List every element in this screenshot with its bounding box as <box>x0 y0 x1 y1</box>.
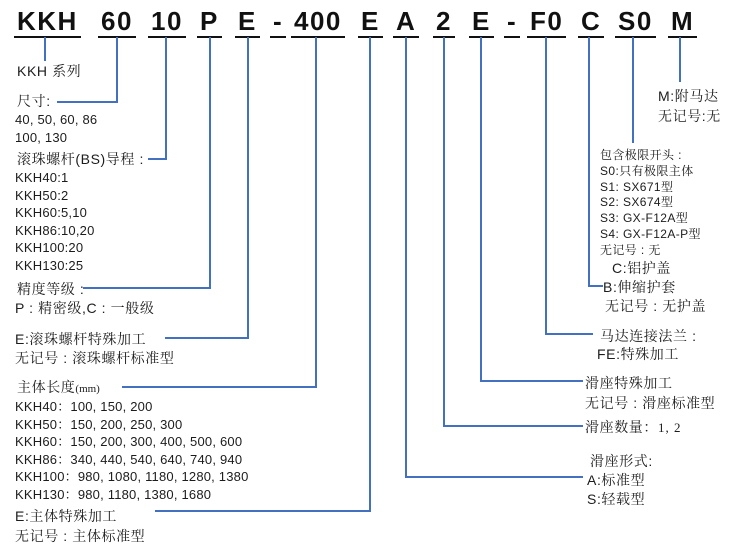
size-line: 100, 130 <box>15 129 68 145</box>
connector-slider-special-hline <box>480 380 583 382</box>
size-options <box>15 111 97 146</box>
code-segment-dash-1: - <box>270 9 286 38</box>
cover-line-b: B:伸缩护套 <box>603 279 676 295</box>
code-segment-flange: F0 <box>527 9 566 38</box>
slider-special-line: 滑座特殊加工 <box>585 375 673 391</box>
connector-precision-vline <box>209 37 211 289</box>
slider-qty-values: 1, 2 <box>658 420 682 435</box>
code-segment-cover: C <box>578 9 604 38</box>
code-segment-size: 60 <box>98 9 136 38</box>
connector-slider-special-vline <box>480 37 482 382</box>
cover-line-c: C:铝护盖 <box>612 260 671 276</box>
body-length-line: KKH60：150, 200, 300, 400, 500, 600 <box>15 434 243 449</box>
body-special-note <box>15 506 145 546</box>
lead-line: KKH40:1 <box>15 170 69 185</box>
body-special-line: E:主体特殊加工 <box>15 508 118 524</box>
body-length-options <box>15 398 249 503</box>
precision-title: 精度等级 : <box>17 281 85 297</box>
code-segment-dash-2: - <box>504 9 520 38</box>
slider-special-line: 无记号 : 滑座标准型 <box>585 395 716 411</box>
lead-line: KKH86:10,20 <box>15 222 95 238</box>
code-segment-slider-special: E <box>469 9 494 38</box>
lead-line: KKH100:20 <box>15 240 84 255</box>
connector-motor-vline <box>679 37 681 82</box>
limit-switch-note <box>600 148 701 259</box>
code-segment-length: 400 <box>291 9 345 38</box>
connector-screw-special-vline <box>247 37 249 339</box>
connector-flange-hline <box>545 333 593 335</box>
connector-size-hline <box>57 101 118 103</box>
connector-body-special-vline <box>369 37 371 512</box>
body-length-title: 主体长度(mm) <box>17 379 100 395</box>
limit-line: S4: GX-F12A-P型 <box>600 226 701 241</box>
limit-line: S0:只有极限主体 <box>600 163 694 178</box>
connector-cover-hline <box>588 285 603 287</box>
screw-special-line: E:滚珠螺杆特殊加工 <box>15 331 147 347</box>
code-segment-screw-special: E <box>235 9 260 38</box>
connector-slider-qty-hline <box>443 425 583 427</box>
size-line: 40, 50, 60, 86 <box>15 112 98 127</box>
limit-line: 无记号 : 无 <box>600 242 661 257</box>
code-segment-body-special: E <box>358 9 383 38</box>
connector-series-vline <box>44 37 46 61</box>
screw-special-line: 无记号 : 滚珠螺杆标准型 <box>15 350 175 366</box>
code-segment-motor: M <box>668 9 697 38</box>
connector-limit-vline <box>632 37 634 143</box>
lead-line: KKH60:5,10 <box>15 205 88 220</box>
code-segment-lead: 10 <box>148 9 186 38</box>
body-length-line: KKH100：980, 1080, 1180, 1280, 1380 <box>15 469 249 484</box>
code-segment-slider-qty: 2 <box>433 9 455 38</box>
connector-slider-qty-vline <box>443 37 445 427</box>
connector-slider-type-hline <box>405 476 583 478</box>
code-segment-series: KKH <box>14 9 81 38</box>
slider-qty-label: 滑座数量： <box>585 419 658 435</box>
lead-line: KKH50:2 <box>15 187 69 203</box>
connector-size-vline <box>116 37 118 103</box>
limit-title: 包含极限开头 : <box>600 148 682 162</box>
size-title: 尺寸: <box>17 93 51 109</box>
motor-line: M:附马达 <box>658 88 719 104</box>
connector-lead-hline <box>148 158 167 160</box>
connector-precision-hline <box>83 287 211 289</box>
slider-type-a: A:标准型 <box>587 472 646 488</box>
body-length-line: KKH50：150, 200, 250, 300 <box>15 416 183 432</box>
series-label: KKH 系列 <box>17 63 82 79</box>
screw-special-note <box>15 330 174 368</box>
connector-length-hline <box>122 386 317 388</box>
connector-cover-vline <box>588 37 590 287</box>
slider-qty-note <box>585 418 682 437</box>
body-length-line: KKH86：340, 440, 540, 640, 740, 940 <box>15 451 243 467</box>
code-segment-slider-type: A <box>393 9 419 38</box>
connector-length-vline <box>315 37 317 388</box>
motor-line: 无记号:无 <box>658 108 721 124</box>
flange-line: FE:特殊加工 <box>597 346 679 362</box>
limit-line: S3: GX-F12A型 <box>600 211 689 226</box>
connector-body-special-hline <box>155 510 371 512</box>
slider-special-note <box>585 373 715 413</box>
code-segment-limit-switch: S0 <box>615 9 656 38</box>
precision-options: P : 精密级,C : 一般级 <box>15 300 155 316</box>
lead-title: 滚珠螺杆(BS)导程 : <box>17 151 144 167</box>
slider-type-s: S:轻载型 <box>587 491 646 507</box>
body-special-line: 无记号 : 主体标准型 <box>15 528 146 544</box>
lead-line: KKH130:25 <box>15 257 84 273</box>
body-length-line: KKH130：980, 1180, 1380, 1680 <box>15 486 212 502</box>
lead-options <box>15 169 95 274</box>
code-segment-precision: P <box>197 9 222 38</box>
limit-line: S1: SX671型 <box>600 179 674 194</box>
slider-type-title: 滑座形式: <box>590 453 653 469</box>
limit-line: S2: SX674型 <box>600 195 674 210</box>
cover-line-none: 无记号 : 无护盖 <box>605 298 707 314</box>
body-length-unit: (mm) <box>75 383 100 395</box>
flange-title: 马达连接法兰 : <box>600 328 697 344</box>
connector-flange-vline <box>545 37 547 335</box>
connector-slider-type-vline <box>405 37 407 478</box>
motor-note <box>658 86 721 126</box>
body-length-line: KKH40：100, 150, 200 <box>15 399 153 414</box>
connector-screw-special-hline <box>165 337 249 339</box>
connector-lead-vline <box>165 37 167 160</box>
